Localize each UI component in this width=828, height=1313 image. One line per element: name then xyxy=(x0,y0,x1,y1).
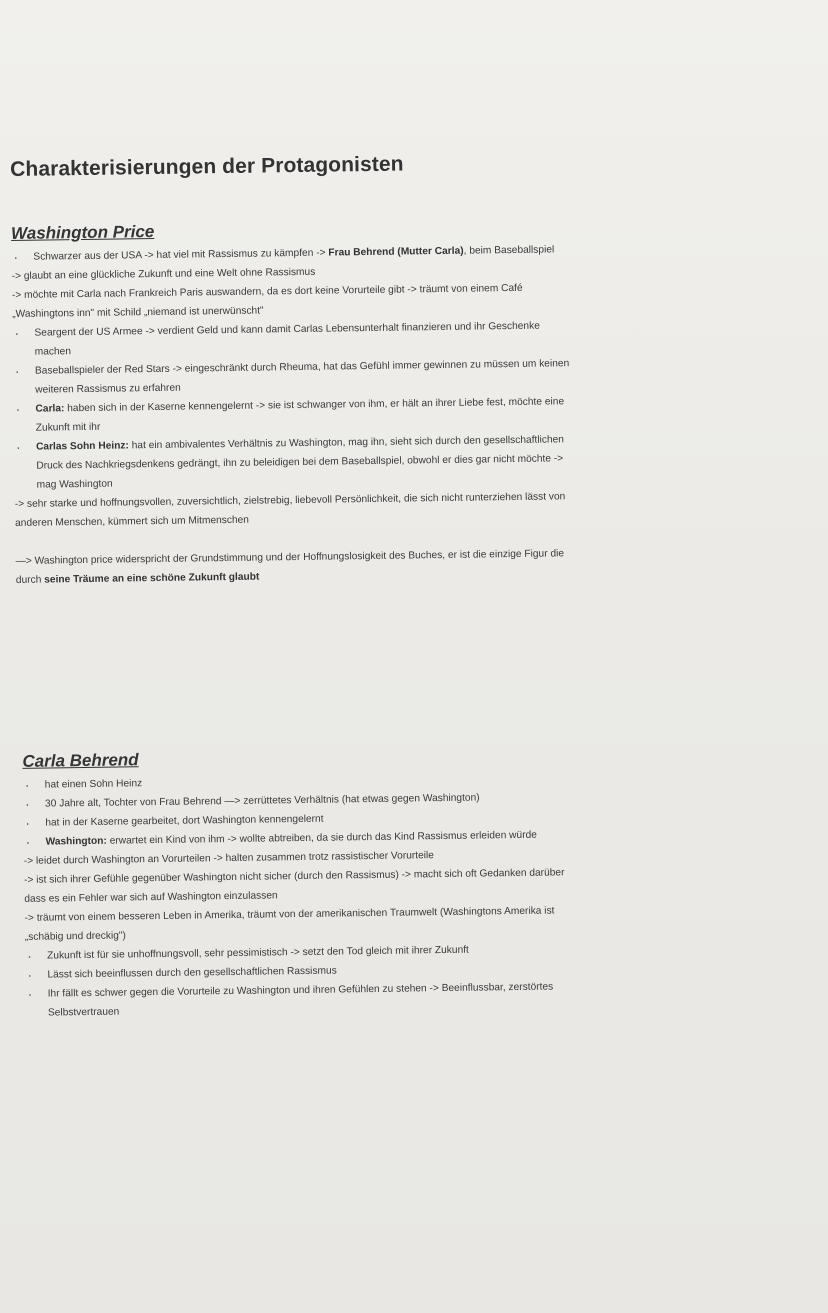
text-span: hat ein ambivalentes Verhältnis zu Washington, mag ihn, sieht sich durch den gesellschaftlichen xyxy=(128,434,565,452)
section-washington-price xyxy=(11,214,728,590)
text-line: -> ist sich ihrer Gefühle gegenüber Washington nicht sicher (durch den Rassismus) -> macht sich oft Gedanken darüber xyxy=(24,867,565,886)
list-item: · Baseballspieler der Red Stars -> eingeschränkt durch Rheuma, hat das Gefühl immer gewinnen zu müssen um keinen xyxy=(13,352,725,381)
text-span: haben sich in der Kaserne kennengelernt -> sie ist schwanger von ihm, er hält an ihrer Liebe fest, möchte eine xyxy=(64,396,565,415)
list-item: · hat einen Sohn Heinz xyxy=(23,766,735,795)
bold-text: Carla: xyxy=(35,403,65,415)
section-heading-washington: Washington Price xyxy=(10,221,155,243)
list-item: · 30 Jahre alt, Tochter von Frau Behrend —> zerrüttetes Verhältnis (hat etwas gegen Washington) xyxy=(23,785,735,814)
bold-text: seine Träume an eine schöne Zukunft glaubt xyxy=(44,571,260,586)
text-span: durch xyxy=(15,574,45,586)
page-title: Charakterisierungen der Protagonisten xyxy=(10,152,404,181)
bold-text: Frau Behrend (Mutter Carla) xyxy=(328,245,464,259)
list-item: · Seargent der US Armee -> verdient Geld und kann damit Carlas Lebensunterhalt finanzieren und ihr Geschenke xyxy=(12,314,724,343)
list-item: · Ihr fällt es schwer gegen die Vorurteile zu Washington und ihren Gefühlen zu stehen -> Beeinflussbar, zerstörtes xyxy=(26,975,738,1004)
text-span: , beim Baseballspiel xyxy=(463,244,555,257)
text-line: „schäbig und dreckig") xyxy=(24,930,126,943)
text-line: anderen Menschen, kümmert sich um Mitmenschen xyxy=(15,514,250,529)
text-line: Zukunft mit ihr xyxy=(35,421,101,434)
text-span: erwartet ein Kind von ihm -> wollte abtreiben, da sie durch das Kind Rassismus erleiden würde xyxy=(106,829,537,847)
text-line: —> Washington price widerspricht der Grundstimmung und der Hoffnungslosigkeit des Buches, er ist die einzige Figur die xyxy=(15,548,565,567)
text-line: machen xyxy=(34,346,72,358)
list-item: · Zukunft ist für sie unhoffnungsvoll, sehr pessimistisch -> setzt den Tod gleich mit ihrer Zukunft xyxy=(25,937,737,966)
bold-text: Carlas Sohn Heinz: xyxy=(35,440,129,453)
list-item: · Lässt sich beeinflussen durch den gesellschaftlichen Rassismus xyxy=(25,956,737,985)
text-span: Schwarzer aus der USA -> hat viel mit Rassismus zu kämpfen -> xyxy=(33,247,329,263)
text-line: mag Washington xyxy=(36,478,113,491)
text-line: Selbstvertrauen xyxy=(47,1006,120,1019)
text-line: -> möchte mit Carla nach Frankreich Paris auswandern, da es dort keine Vorurteile gibt -> träumt von einem Café xyxy=(11,282,523,301)
text-line: weiteren Rassismus zu erfahren xyxy=(35,382,181,396)
text-line: Druck des Nachkriegsdenkens gedrängt, ihn zu beleidigen bei dem Baseballspiel, obwohl er dies gar nicht möchte -> xyxy=(36,453,564,472)
section-carla-behrend xyxy=(22,742,738,1023)
document-content xyxy=(10,148,722,1019)
text-line: dass es ein Fehler war sich auf Washington einzulassen xyxy=(24,890,278,905)
section-heading-carla: Carla Behrend xyxy=(22,750,139,771)
text-line: -> leidet durch Washington an Vorurteilen -> halten zusammen trotz rassistischer Vorurteile xyxy=(23,850,435,867)
text-line: „Washingtons inn" mit Schild „niemand ist unerwünscht" xyxy=(12,305,264,320)
text-line: -> träumt von einem besseren Leben in Amerika, träumt von der amerikanischen Traumwelt (Washingtons Amerika ist xyxy=(24,905,555,924)
list-item: · hat in der Kaserne gearbeitet, dort Washington kennengelernt xyxy=(23,804,735,833)
text-line: -> sehr starke und hoffnungsvollen, zuversichtlich, zielstrebig, liebevoll Persönlichkeit, die sich nicht runterziehen lässt von xyxy=(14,491,566,510)
bold-text: Washington: xyxy=(45,835,107,848)
text-line: -> glaubt an eine glückliche Zukunft und eine Welt ohne Rassismus xyxy=(11,266,316,282)
